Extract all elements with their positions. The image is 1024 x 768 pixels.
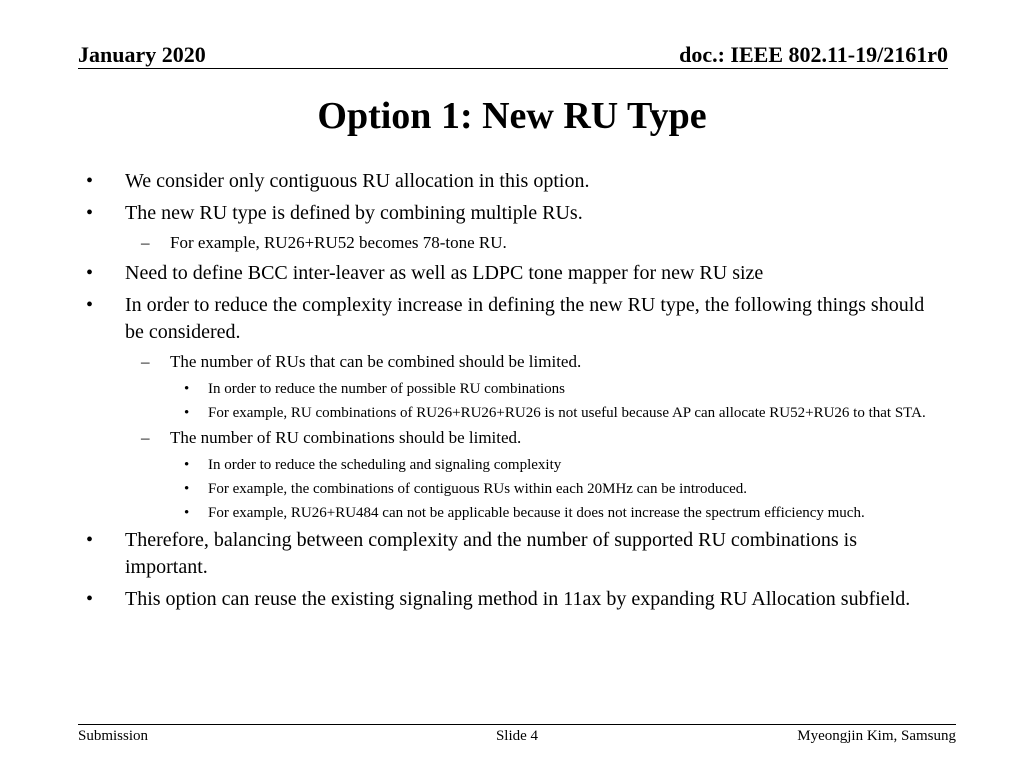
bullet-marker: • [184,505,190,521]
sub-bullet-text: For example, RU26+RU52 becomes 78-tone RU. [170,233,507,252]
bullet-item [84,168,944,195]
header-doc-id: doc.: IEEE 802.11-19/2161r0 [679,42,948,67]
bullet-item [84,292,944,346]
bullet-marker: • [184,457,190,473]
footer-submission: Submission [78,728,149,744]
slide-title: Option 1: New RU Type [317,95,707,137]
sub-sub-bullet-item [84,403,944,423]
sub-sub-bullet-item [84,379,944,399]
bullet-item [84,200,944,227]
bullet-text: In order to reduce the complexity increase in defining the new RU type, the following things should be considered. [125,294,925,343]
bullet-marker: • [86,588,94,610]
footer-divider [78,724,956,725]
sub-bullet-item [84,232,944,254]
sub-sub-bullet-text: For example, RU26+RU484 can not be applicable because it does not increase the spectrum efficiency much. [208,505,865,521]
footer-author: Myeongjin Kim, Samsung [797,728,956,744]
bullet-item [84,260,944,287]
bullet-marker: • [86,294,94,316]
dash-marker: – [141,233,150,252]
sub-bullet-text: The number of RU combinations should be limited. [170,428,522,447]
header-divider [78,68,948,69]
sub-sub-bullet-item [84,503,944,523]
sub-bullet-text: The number of RUs that can be combined should be limited. [170,352,582,371]
footer-slide-number: Slide 4 [495,728,539,744]
sub-bullet-item [84,427,944,449]
bullet-item [84,527,944,581]
bullet-marker: • [184,381,190,397]
bullet-marker: • [86,202,94,224]
sub-sub-bullet-text: For example, the combinations of contiguous RUs within each 20MHz can be introduced. [208,481,748,497]
bullet-marker: • [86,529,94,551]
sub-sub-bullet-text: In order to reduce the number of possible RU combinations [208,381,565,397]
bullet-text: Need to define BCC inter-leaver as well as LDPC tone mapper for new RU size [125,262,764,284]
bullet-marker: • [184,405,190,421]
slide-body [84,168,944,618]
sub-sub-bullet-item [84,479,944,499]
sub-sub-bullet-text: For example, RU combinations of RU26+RU26+RU26 is not useful because AP can allocate RU52+RU26 to that STA. [208,405,926,421]
bullet-text: The new RU type is defined by combining multiple RUs. [125,202,583,224]
header-date: January 2020 [78,42,206,67]
bullet-text: This option can reuse the existing signaling method in 11ax by expanding RU Allocation subfield. [125,588,911,610]
dash-marker: – [141,428,150,447]
bullet-item [84,586,944,613]
bullet-text: We consider only contiguous RU allocation in this option. [125,170,590,192]
bullet-marker: • [184,481,190,497]
sub-sub-bullet-text: In order to reduce the scheduling and signaling complexity [208,457,562,473]
bullet-marker: • [86,262,94,284]
sub-sub-bullet-item [84,455,944,475]
sub-bullet-item [84,351,944,373]
dash-marker: – [141,352,150,371]
bullet-marker: • [86,170,94,192]
bullet-text: Therefore, balancing between complexity and the number of supported RU combinations is important. [125,529,858,578]
